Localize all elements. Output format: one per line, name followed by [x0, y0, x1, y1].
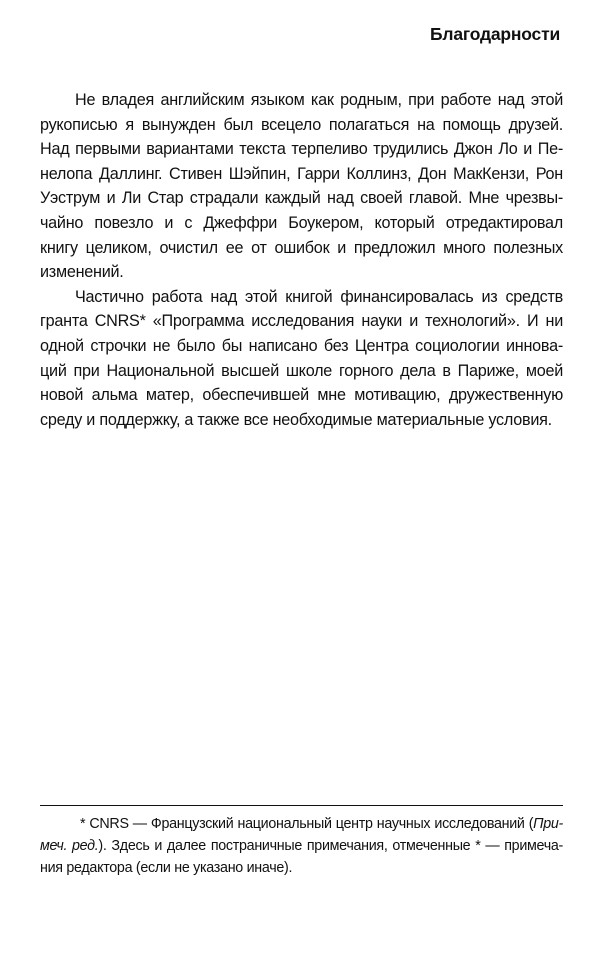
footnote [40, 814, 563, 879]
footnote-line [40, 836, 563, 858]
text-line: книгу целиком, очистил ее от ошибок и предложил много полезных [40, 238, 563, 257]
text-line: нелопа Даллинг. Стивен Шэйпин, Гарри Коллинз, Дон МакКензи, Рон [40, 164, 563, 183]
footnote-text: * CNRS — Французский национальный центр научных исследований ( [80, 816, 534, 832]
text-line: чайно повезло и с Джеффри Боукером, который отредактировал [40, 213, 563, 232]
text-line: гранта CNRS* «Программа исследования науки и технологий». И ни [40, 312, 563, 331]
text-line: среду и поддержку, а также все необходимые материальные условия. [40, 410, 552, 429]
footnote-text: ). Здесь и далее постраничные примечания, отмеченные * — примеча- [98, 837, 563, 854]
footnote-line [40, 814, 563, 836]
text-line: Уэструм и Ли Стар страдали каждый над своей главой. Мне чрезвы- [40, 189, 563, 208]
footnote-line: ния редактора (если не указано иначе). [40, 859, 293, 876]
paragraph-acknowledgement-friends [40, 88, 563, 285]
footnote-italic-text: При- [533, 816, 563, 832]
text-line: Частично работа над этой книгой финансировалась из средств [75, 287, 563, 306]
text-line: новой альма матер, обеспечившей мне мотивацию, дружественную [40, 386, 563, 405]
body-text [40, 88, 563, 432]
text-line: Не владея английским языком как родным, при работе над этой [75, 91, 563, 109]
footnote-italic-text: меч. ред. [40, 837, 99, 854]
text-line: изменений. [40, 263, 124, 282]
text-line: ций при Национальной высшей школе горного дела в Париже, моей [40, 361, 563, 380]
text-line: Над первыми вариантами текста терпеливо трудились Джон Ло и Пе- [40, 140, 563, 159]
text-line: рукописью я вынужден был всецело полагаться на помощь друзей. [40, 115, 563, 134]
paragraph-acknowledgement-funding [40, 285, 563, 433]
running-head: Благодарности [430, 24, 560, 44]
text-line: одной строчки не было бы написано без Центра социологии иннова- [40, 336, 563, 355]
footnote-rule [40, 805, 563, 806]
